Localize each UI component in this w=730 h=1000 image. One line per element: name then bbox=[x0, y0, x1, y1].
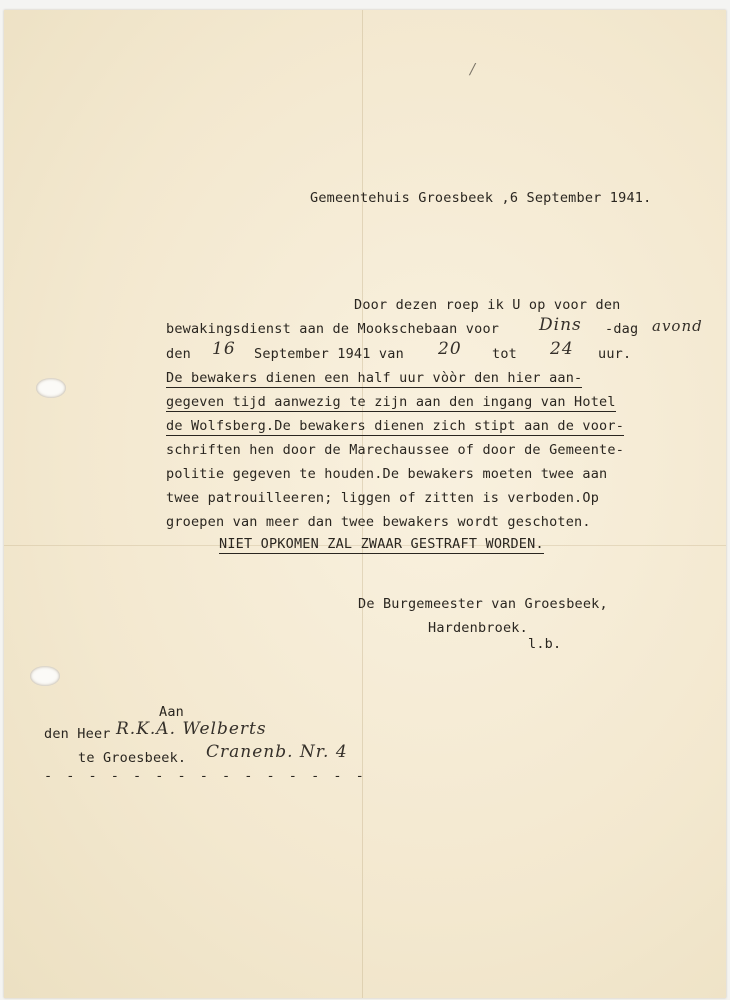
handwritten-date: 16 bbox=[212, 339, 236, 359]
line3-tot: tot bbox=[492, 346, 517, 362]
place-date: Gemeentehuis Groesbeek ,6 September 1941. bbox=[310, 190, 652, 206]
day-suffix: -dag bbox=[605, 321, 639, 337]
body-line-9: twee patrouilleeren; liggen of zitten is verboden.Op bbox=[166, 490, 600, 506]
address-heer: den Heer bbox=[44, 726, 111, 742]
handwritten-day: Dins bbox=[539, 315, 582, 335]
pencil-mark: / bbox=[470, 60, 477, 78]
handwritten-recipient-name: R.K.A. Welberts bbox=[116, 719, 267, 739]
handwritten-evening: avond bbox=[652, 317, 703, 335]
handwritten-to-hour: 24 bbox=[550, 339, 574, 359]
body-line-2-text: bewakingsdienst aan de Mookschebaan voor bbox=[166, 321, 500, 337]
punch-hole-upper bbox=[36, 378, 66, 398]
body-line-5: gegeven tijd aanwezig te zijn aan den ingang van Hotel bbox=[166, 394, 616, 410]
body-line-1: Door dezen roep ik U op voor den bbox=[354, 297, 621, 313]
punch-hole-lower bbox=[30, 666, 60, 686]
body-line-8: politie gegeven te houden.De bewakers moeten twee aan bbox=[166, 466, 608, 482]
address-dashes: - - - - - - - - - - - - - - - bbox=[44, 768, 367, 784]
signature-name: Hardenbroek. bbox=[428, 620, 528, 636]
warning-line: NIET OPKOMEN ZAL ZWAAR GESTRAFT WORDEN. bbox=[219, 536, 544, 552]
signature-title: De Burgemeester van Groesbeek, bbox=[358, 596, 608, 612]
address-aan: Aan bbox=[159, 704, 184, 720]
address-place: te Groesbeek. bbox=[78, 750, 187, 766]
letter-page bbox=[4, 10, 726, 998]
body-line-10: groepen van meer dan twee bewakers wordt geschoten. bbox=[166, 514, 591, 530]
signature-initials: l.b. bbox=[528, 636, 562, 652]
line3-suffix: uur. bbox=[598, 346, 632, 362]
handwritten-street: Cranenb. Nr. 4 bbox=[206, 742, 348, 762]
body-line-2 bbox=[166, 321, 499, 337]
body-line-6 bbox=[166, 418, 624, 434]
body-line-6-text: de Wolfsberg.De bewakers dienen zich stipt aan de voor- bbox=[166, 418, 625, 434]
line3-mid: September 1941 van bbox=[254, 346, 404, 362]
body-line-4: De bewakers dienen een half uur vòòr den hier aan- bbox=[166, 370, 583, 386]
handwritten-from-hour: 20 bbox=[438, 339, 462, 359]
line3-prefix: den bbox=[166, 346, 191, 362]
body-line-7: schriften hen door de Marechaussee of door de Gemeente- bbox=[166, 442, 625, 458]
